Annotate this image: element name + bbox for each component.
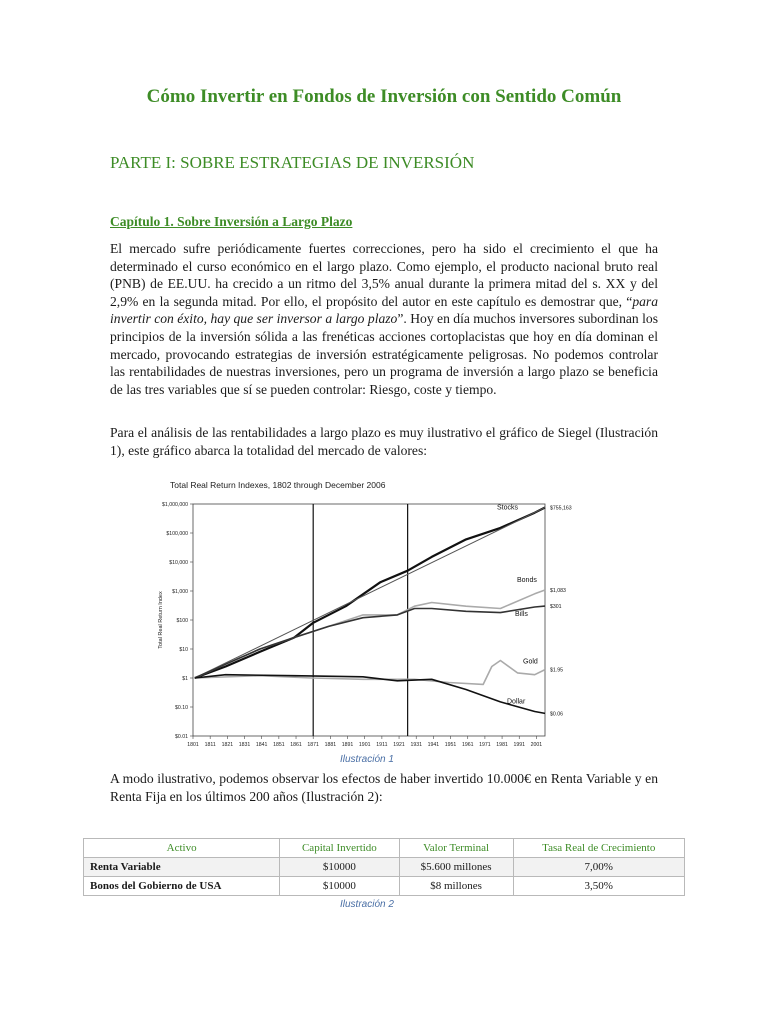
- series-label-bonds: Bonds: [517, 576, 537, 584]
- table-row: [84, 858, 685, 877]
- x-tick-label: 1921: [393, 742, 405, 748]
- paragraph-1-text-end: ”. Hoy en día muchos inversores subordinan los principios de la inversión sólida a las frenéticas acciones cortoplacistas que hoy en día dominan el mercado, provocando estrategias de inversión estratégicamente peligrosas. No podemos controlar las rentabilidades de nuestras inversiones, pero un programa de inversión a largo plazo se beneficia de las tres variables que sí se pueden controlar: Riesgo, coste y tiempo.: [110, 311, 658, 397]
- series-end-value-bonds: $1,083: [550, 587, 566, 594]
- series-end-value-stocks: $755,163: [550, 505, 572, 512]
- table-header-cell: Valor Terminal: [399, 839, 513, 858]
- table-cell: 3,50%: [513, 877, 684, 896]
- paragraph-2: Para el análisis de las rentabilidades a largo plazo es muy ilustrativo el gráfico de Siegel (Ilustración 1), este gráfico abarca la totalidad del mercado de valores:: [110, 425, 658, 458]
- x-tick-label: 1991: [513, 742, 526, 748]
- caption-illustration-2: Ilustración 2: [340, 899, 394, 910]
- x-tick-label: 1811: [204, 742, 216, 748]
- table-header-cell: Capital Invertido: [280, 839, 399, 858]
- x-tick-label: 1861: [290, 742, 302, 748]
- paragraph-1: [110, 240, 658, 398]
- series-label-dollar: Dollar: [507, 698, 526, 706]
- series-label-bills: Bills: [515, 611, 528, 619]
- y-tick-label: $1,000: [172, 589, 188, 595]
- x-tick-label: 1851: [273, 742, 285, 748]
- series-line-dollar: [195, 675, 545, 714]
- table-cell: $10000: [280, 858, 399, 877]
- table-header-row: [84, 839, 685, 858]
- table-cell: $10000: [280, 877, 399, 896]
- table-cell: Renta Variable: [84, 858, 280, 877]
- table-cell: $8 millones: [399, 877, 513, 896]
- series-line-trend: [195, 508, 545, 679]
- y-tick-label: $100,000: [166, 531, 188, 537]
- series-line-bonds: [195, 590, 545, 678]
- table-cell: 7,00%: [513, 858, 684, 877]
- x-tick-label: 1821: [221, 742, 234, 748]
- series-label-gold: Gold: [523, 658, 538, 666]
- y-tick-label: $0.10: [175, 705, 188, 711]
- series-end-value-dollar: $0.06: [550, 711, 563, 718]
- paragraph-3: A modo ilustrativo, podemos observar los efectos de haber invertido 10.000€ en Renta Variable y en Renta Fija en los últimos 200 años (Ilustración 2):: [110, 771, 658, 804]
- series-end-value-bills: $301: [550, 604, 562, 611]
- x-tick-label: 1951: [444, 742, 457, 748]
- y-tick-label: $100: [176, 618, 188, 624]
- x-tick-label: 1801: [187, 742, 199, 748]
- x-tick-label: 1841: [255, 742, 268, 748]
- table-row: [84, 877, 685, 896]
- chart-title: Total Real Return Indexes, 1802 through December 2006: [170, 480, 386, 490]
- x-tick-label: 1871: [307, 742, 319, 748]
- series-line-bills: [195, 606, 545, 678]
- plot-frame: [193, 504, 545, 736]
- y-axis-label: Total Real Return Index: [158, 591, 164, 649]
- x-tick-label: 1971: [479, 742, 491, 748]
- x-tick-label: 1881: [324, 742, 337, 748]
- x-tick-label: 1831: [238, 742, 251, 748]
- x-tick-label: 1941: [427, 742, 440, 748]
- investment-table: [83, 838, 685, 896]
- x-tick-label: 2001: [530, 742, 543, 748]
- part-heading: PARTE I: SOBRE ESTRATEGIAS DE INVERSIÓN: [110, 153, 475, 172]
- paragraph-1-text-start: El mercado sufre periódicamente fuertes correcciones, pero ha sido el crecimiento el que ha determinado el curso económico en el largo plazo. Como ejemplo, el producto nacional bruto real (PNB) de EE.UU. ha crecido a un ritmo del 3,5% anual durante la primera mitad del s. XX y del 2,9% en la segunda mitad. Por ello, el propósito del autor en este capítulo es demostrar que, “: [110, 241, 658, 309]
- x-tick-label: 1931: [410, 742, 422, 748]
- x-tick-label: 1981: [496, 742, 508, 748]
- document-title: Cómo Invertir en Fondos de Inversión con Sentido Común: [146, 86, 622, 107]
- caption-illustration-1: Ilustración 1: [340, 754, 394, 765]
- y-tick-label: $10,000: [169, 560, 188, 566]
- x-tick-label: 1911: [376, 742, 388, 748]
- table-cell: $5.600 millones: [399, 858, 513, 877]
- paragraph-1-quote: para invertir con éxito, hay que ser inversor a largo plazo: [110, 293, 658, 327]
- table-header-cell: Activo: [84, 839, 280, 858]
- y-tick-label: $10: [179, 647, 188, 653]
- x-tick-label: 1901: [358, 742, 371, 748]
- series-end-value-gold: $1.95: [550, 667, 563, 674]
- y-tick-label: $1: [182, 676, 188, 682]
- chapter-heading: Capítulo 1. Sobre Inversión a Largo Plazo: [110, 214, 353, 229]
- table-cell: Bonos del Gobierno de USA: [84, 877, 280, 896]
- series-label-stocks: Stocks: [497, 504, 519, 512]
- x-tick-label: 1961: [461, 742, 474, 748]
- y-tick-label: $1,000,000: [162, 502, 188, 508]
- siegel-chart: [150, 474, 590, 754]
- series-line-gold: [195, 658, 545, 685]
- y-tick-label: $0.01: [175, 734, 188, 740]
- table-header-cell: Tasa Real de Crecimiento: [513, 839, 684, 858]
- x-tick-label: 1891: [341, 742, 354, 748]
